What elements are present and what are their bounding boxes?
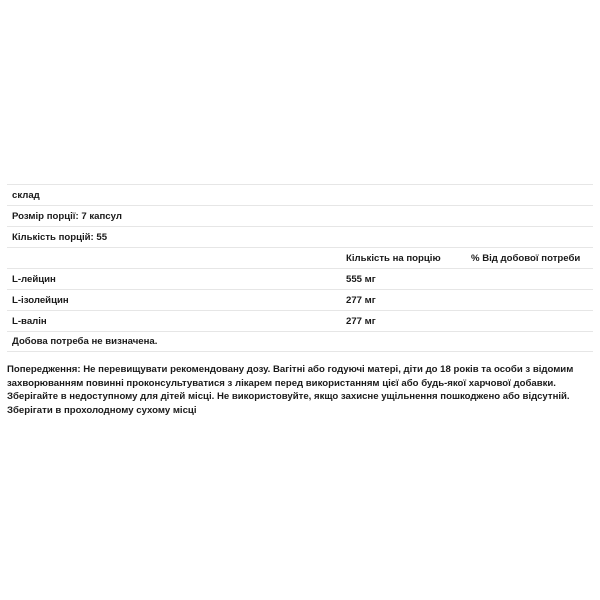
ingredient-row (7, 289, 593, 310)
servings-per-container: Кількість порцій: 55 (12, 231, 108, 243)
ingredient-row (7, 268, 593, 289)
column-header-daily-value: % Від добової потреби (471, 252, 581, 264)
warning-line: захворюванням повинні проконсультуватися з лікарем перед використанням цієї або будь-якої харчової добавки. (7, 377, 556, 389)
warning-text (7, 363, 593, 417)
column-header-row (7, 247, 593, 268)
footnote-row (7, 331, 593, 352)
ingredient-name: L-лейцин (12, 273, 56, 285)
serving-size-row (7, 205, 593, 226)
ingredient-name: L-валін (12, 315, 47, 327)
servings-per-container-row (7, 226, 593, 247)
warning-line: Попередження: Не перевищувати рекомендовану дозу. Вагітні або годуючі матері, діти до 18 років та особи з відомим (7, 364, 574, 375)
ingredient-amount: 555 мг (346, 273, 376, 285)
ingredient-row (7, 310, 593, 331)
ingredient-name: L-ізолейцин (12, 294, 69, 306)
daily-value-footnote: Добова потреба не визначена. (12, 336, 158, 347)
ingredient-amount: 277 мг (346, 315, 376, 327)
warning-line: Зберігати в прохолодному сухому місці (7, 404, 197, 416)
facts-header: склад (12, 189, 40, 201)
ingredient-amount: 277 мг (346, 294, 376, 306)
supplement-facts-table (7, 184, 593, 352)
column-header-amount: Кількість на порцію (346, 252, 441, 264)
facts-header-row (7, 184, 593, 205)
warning-line: Зберігайте в недоступному для дітей місці. Не використовуйте, якщо захисне ущільнення пошкоджено або відсутній. (7, 391, 570, 402)
serving-size: Розмір порції: 7 капсул (12, 210, 122, 222)
